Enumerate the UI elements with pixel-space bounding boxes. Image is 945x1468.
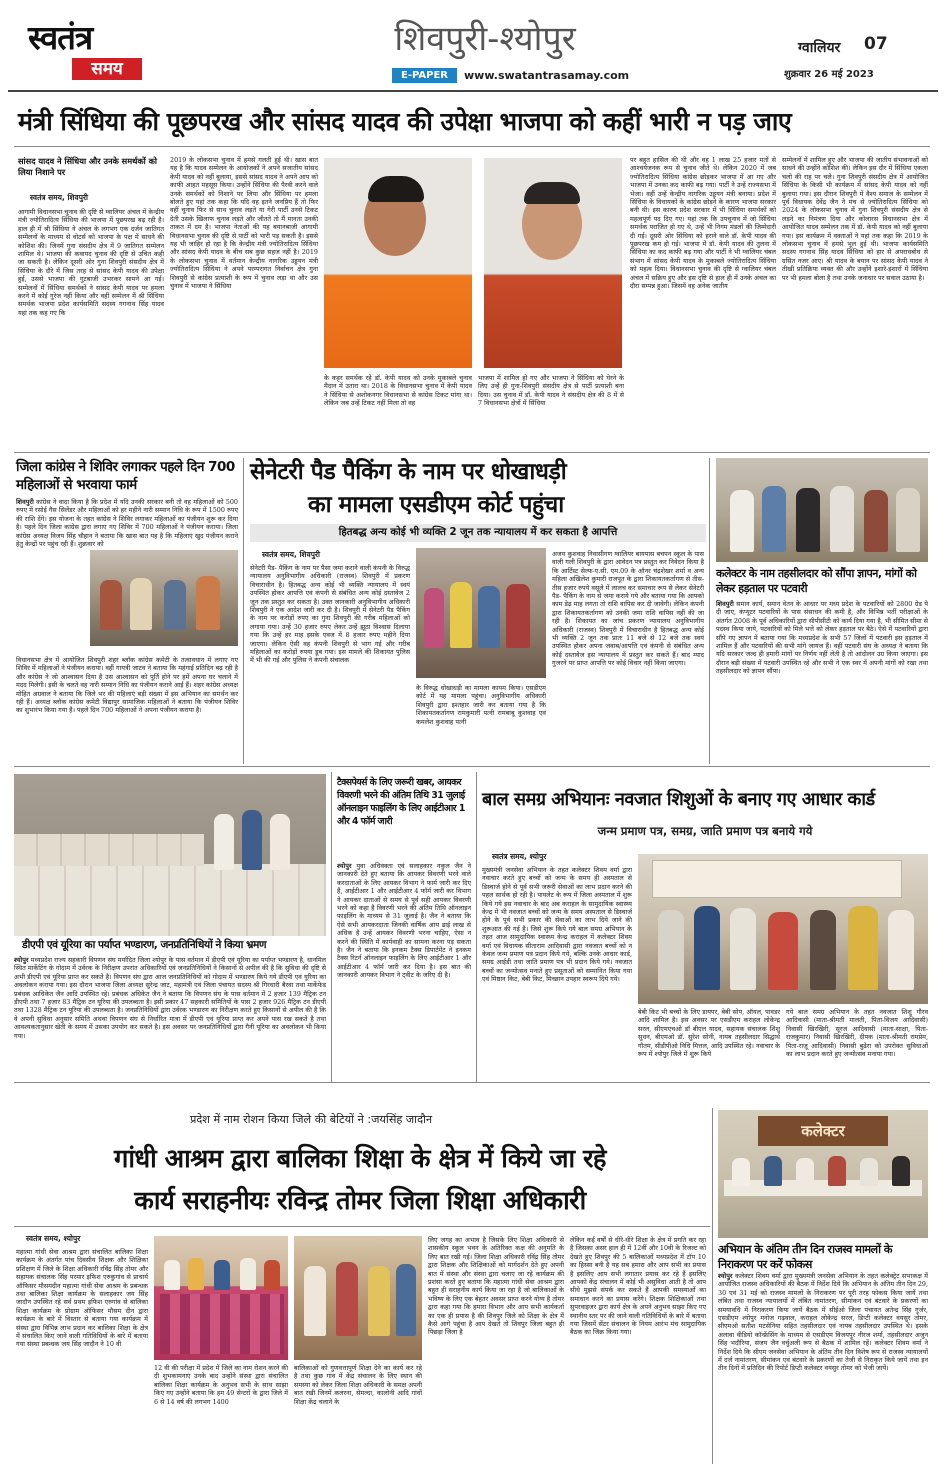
gandhi-column-1: महात्मा गांधी सेवा आश्रम द्वारा संचालित बालिका शिक्षा कार्यक्रम के अंतर्गत पांच दिवसीय शिक्षक और शिक्षिका प्रशिक्षण में जिले के शिक्षा अधिकारी रविंद्र सिंह तोमर और सहायक संचालक सिंह परमार इफिश एरुकुगांव से प्राचार्य ऑफिसर मौसमदीन महात्मा गांधी सेवा आश्रम के प्रबन्धक तथा बालिका शिक्षा कार्यक्रम के सलाहकार जय सिंह जादौन उपस्थित रहे सर्व प्रथम इफिश एरुगांव से बालिका शिक्षा कार्यक्रम के प्रोग्राम ऑफिसर मौसम दीन द्वारा कार्यक्रम के बारे में विस्तार से बताया गया कार्यक्रम में संस्था द्वारा विभिन्न लाभ प्रदान कर बालिका शिक्षा के क्षेत्र में संचालित किए जाने वाली गतिविधियों के बारे में बताया गया संस्था प्रबन्धक जय सिंह जादौन ने 10 वी [16,1248,148,1349]
col-divider-tax [476,772,477,1082]
congress-text-bottom: विधानसभा क्षेत्र में आयोजित शिवपुरी शहर ब्लॉक कांग्रेस कमेटी के तत्वावधान में लगाए गए शिविर में महिलाओं ने पंजीयन कराया। वहीं गायत्री जाटव ने बताया कि महंगाई प्रतिदिन बढ़ रही है और कांग्रेस ने जो आश्वासन दिया है उस आश्वासन को पूर्ति होने पर हमें अपना घर चलाने में मदद मिलेगी। इसी के चलते वह नारी सम्मान निधि का पंजीयन कराने आई हैं। शहर कांग्रेस अध्यक्ष मोहित अग्रवाल ने बताया कि जिले भर की महिलाएं बड़ी संख्या में इस अभियान का समर्थन कर रही हैं। अध्यक्ष ब्लॉक कांग्रेस कमेटी विद्यापुर सामाजिक महिलाओं ने बताया कि पंजीयन शिविर का शुभारंभ किया गया है। पहले दिन 700 महिलाओं ने अपना पंजीयन कराया है। [16,656,238,715]
lead-byline: स्वतंत्र समय, शिवपुरी [30,193,88,202]
tax-place: श्योपुर [337,862,352,870]
sanitary-deck: हितबद्ध अन्य कोई भी व्यक्ति 2 जून तक न्यायालय में कर सकता है आपत्ति [250,524,706,542]
congress-place: शिवपुरी [16,498,34,506]
dap-photo [14,774,326,936]
dap-text [14,956,326,1076]
collector-text [716,600,928,760]
epaper-label: E-PAPER [392,68,457,83]
issue-date: शुक्रवार 26 मई 2023 [784,69,874,80]
sanitary-photo [416,548,546,678]
lead-subhead: सांसद यादव ने सिंधिया और उनके समर्थकों को लिया निशाने पर [18,156,158,177]
congress-photo [90,550,238,646]
lead-headline: मंत्री सिंधिया की पूछपरख और सांसद यादव की उपेक्षा भाजपा को कहीं भारी न पड़ जाए [18,107,792,136]
aadhaar-caption-right: गये बाल समग्र अभियान के तहत नवजात शिशु गौरव आदिवासी (माता-श्रीमती मालती, पिता-विजय आदिवासी) निवासी खिरखिरी, सूरज आदिवासी (माता-साक्षा, पिता-राजकुमार) निवासी खिरखिरी, दीपक (माता-श्रीमती रामप्रेम, पिता-राजू आदिवासी) निवासी बुढेरा को उपरोक्त सुविधाओं का लाभ प्रदान करते हुए जन्मोत्सव मनाया गया। [786,1008,928,1059]
sanitary-headline-1: सेनेटरी पैड पैकिंग के नाम पर धोखाधड़ी [250,459,567,485]
collector-body: समान कार्य, समान वेतन के आधार पर मध्य प्रदेश के पटवारियों को 2800 ग्रेड पे दी जाए, कंप्यूटर पटवारियों के पास संसाधन की कमी है, और विभिन्न भर्ती परीक्षाओं के अंतर्गत 2008 के पूर्व अधिकारियों द्वारा सीपीसीटी को कार्य दिया गया है, भी सीमित सीमा से पदस्थ किया जाये, पटवारियों को मिले भत्ते को लेकर हड़ताल पर बैठे। ऐसे में पटवारियों द्वारा सौंपे गए ज्ञापन में बताया गया कि मध्यप्रदेश के सभी 57 जिलों में पटवारी इस हड़ताल में शामिल हैं और पटवारियों की सभी मांगे जायज हैं। वहीं पटवारी संघ के अध्यक्ष ने बताया कि यदि सरकार जल्द ही हमारी मांगों पर निर्णय नहीं लेती है तो आंदोलन उग्र किया जाएगा। इस दौरान बड़ी संख्या में पटवारी उपस्थित रहे और सभी ने एक स्वर में अपनी मांगों को रखा तथा तहसीलदार को ज्ञापन सौंपा। [716,600,928,676]
gandhi-photo [154,1236,288,1360]
lead-column-6: सम्मेलनों में शामिल हुए और भाजपा की जातीय संभावनाओं को साधने की उन्होंने कोशिश की। लेकिन इस दौर में सिंधिया एकला चलो की राह पर चले। गुना शिवपुरी संसदीय क्षेत्र में आयोजित सिंधिया के किसी भी कार्यक्रम में सांसद केपी यादव को नहीं बुलाया गया। इस दौरान शिवपुरी में वैश्य समाज के सम्मेलन में पूर्व विधायक देवेंद्र जैन ने मंच से ज्योतिरादित्य सिंधिया को 2024 के लोकसभा चुनाव में गुना शिवपुरी संसदीय क्षेत्र से लड़ने का निमंत्रण दिया और कोलारस विधानसभा क्षेत्र में आयोजित यादव सम्मेलन तक में डॉ. केपी यादव को नहीं बुलाया गया। इस कार्यक्रम में वक्ताओं ने यहां तक कहा कि 2019 के लोकसभा चुनाव में हमसे भूल हुई थी। भाजपा कार्यसमिति सदस्य गगनाथ सिंह यादव सिंधिया को हार से अपराधबोध से ग्रसित नजर आए। श्री यादव के बयान पर सांसद केपी यादव ने तीखी प्रतिक्रिया व्यक्त की और उन्होंने इशारे-इशारों में सिंधिया पर भी हमला बोला है तथा उनके जनाधार पर सवाल उठाया है। [782,156,928,282]
collector-headline: कलेक्टर के नाम तहसीलदार को सौंपा ज्ञापन, मांगों को लेकर हड़ताल पर पटवारी [716,567,917,595]
revenue-place: श्योपुर [718,1272,733,1280]
lead-photo-kp-yadav [324,158,472,368]
gandhi-kicker: प्रदेश में नाम रोशन किया जिले की बेटियों ने :जयसिंह जादौन [190,1113,433,1126]
aadhaar-deck: जन्म प्रमाण पत्र, समग्र, जाति प्रमाण पत्र बनाये गये [597,824,813,838]
masthead-divider [8,90,938,92]
dap-body: मध्यप्रदेश राज्य सहकारी विपणन संघ मर्यादित जिला श्योपुर के पास वर्तमान में डीएपी एवं यूरिया का पर्याप्त भण्डारण है, धानमिल स्थित मार्केटिंग के गोदाम में उर्वरक के निरीक्षण उपरांत अधिकारियों एवं जनप्रतिनिधियों ने किसानों से अपील की है कि सुविधा की दृष्टि से अभी डीएपी एवं यूरिया प्राप्त कर सकते है। विपणन संघ द्वारा आज जनप्रतिनिधियों को गोदाम में भण्डारण किये गये डीएपी एवं यूरिया का अवलोकन कराया गया। इस दौरान भाजपा जिला अध्यक्ष सुरेन्द्र जाट, महामंत्री एवं जिला पंचायत सदस्य श्री गिरधारी बैरवा तथा मार्केफेड प्रबंधक आधिकेत जैन आदि उपस्थित रहे। प्रबंधक अधिकेत जैन ने बताया कि विपणन संघ के पास वर्तमान में 2 हजार 139 मैट्रिक टन डीएपी तथा 7 हजार 83 मैट्रिक टन यूरिया की उपलब्धता है। इसी प्रकार 47 सहकारी समितियों के पास 2 हजार 926 मैट्रिक टन डीएपी तथा 1328 मैट्रिक टन यूरिया की उपलब्धता है। जनप्रतिनिधियों द्वारा उर्वरक भण्डारण का निरीक्षण करते हुए किसानों से अपील की है कि वे अपनी सुविधा अनुसार समिति अथवा विपणन संघ से निर्धारित मात्रा में डीएपी एवं यूरिया प्राप्त कर अपने पास रख सकते है तथा आवश्यकतानुसार खेती के समय में उसका उपयोग कर सकते है। इस अवसर पर जनप्रतिनिधियों द्वारा गैनी यूरिया का अवलोकन भी किया गया। [14,956,326,1040]
gandhi-divider [14,1226,710,1227]
aadhaar-byline: स्वतंत्र समय, श्योपुर [492,852,547,861]
col-divider-gandhi [712,1108,713,1464]
aadhaar-column-1: मुख्यमंत्री जनसेवा अभियान के तहत कलेक्टर शिवम वर्मा द्वारा नवाचार करते हुए बच्चों को जन्म के समय ही अस्पताल से डिस्चार्ज होने से पूर्व सभी जरूरी सेवाओं का लाभ प्रदान करने की पहल सार्थक हो रही है। पायलेट के रूप में जिला अस्पताल में शुरू किये गये इस नवाचार के बाद अब कराहल के सामुदायिक स्वास्थ्य केन्द्र में भी नवजात बच्चों को जन्म के समय अस्पताल से डिस्चार्ज होने के पूर्व सभी प्रकार की सेवाओं का लाभ दिये जाने की शुरूआत की गई है। जिसे शुरू किये गये बाल समग्र अभियान के तहत आज सामुदायिक स्वास्थ्य केन्द्र कराहल में कलेक्टर शिवम वर्मा एवं विधायक सीताराम आदिवासी द्वारा नवजात बच्चों को न केवल जन्म प्रमाण पत्र प्रदान किये गये, बल्कि उनके आधार कार्ड, समग्र आईडी तथा जाति प्रमाण पत्र भी प्रदान किये गये। नवजात बच्चों का जन्मोत्सव मनाते हुए प्रसूताओं को सम्मानित किया गया एवं मिष्ठान किट, बेबी किट, मिच्छान उपहार स्वरूप दिये गये। [482,866,632,984]
tax-body: युवा अधिवक्ता एवं सलाहकार नकुल जैन ने जानकारी देते हुए बताया कि आयकर विवरणी भरने वाले करदाताओं के लिए आयकर विभाग ने फार्म जारी कर दिए हैं, आईटीआर 1 और आईटीआर 4 फॉर्म जारी कर विभाग ने आयकर दाताओं से समय से पूर्व सही आयकर विवरणी भरने को कहा है विवरणी भरने की अंतिम तिथि ऑनलाइन फाइलिंग के माध्यम से 31 जुलाई है। जैन ने बताया कि ऐसे सभी आयकरदाता जिनकी वार्षिक आय ढाई लाख से अधिक है उन्हें आयकर विवरणी भरना चाहिए, ऐसा न करने की स्थिति में कार्यवाही का सामना करना पड़ सकता है। जैन ने बताया कि इनकम टैक्स डिपार्टमेंट ने इनकम टैक्स रिटर्न ऑनलाइन फाइलिंग के लिए आईटीआर 1 और आईटीआर 4 फॉर्म जारी कर दिया है। इस बात की जानकारी आयकर विभाग ने ट्वीट के जरिए दी है। [337,862,471,980]
gandhi-photo-2 [294,1236,422,1360]
aadhaar-headline: बाल समग्र अभियानः नवजात शिशुओं के बनाए गए आधार कार्ड [482,789,875,810]
lead-column-2: 2019 के लोकसभा चुनाव में हमसे गलती हुई थी। खास बात यह है कि यादव सम्मेलन के आयोजकों ने अपने सजातीय सांसद केपी यादव को नहीं बुलाया, इससे सांसद यादव ने अपने आप को काफी आहत महसूस किया। उन्होंने सिंधिया की पैरवी करने वाले उनके समर्थकों को निशाने पर लिया और सिंधिया पर हमला बोलते हुए यहां तक कहा कि यदि वह इतने जनप्रिय हैं तो फिर वहीं चुनाव फिर से साथ चुनाव लड़ते या गेरी पार्टी उनसे टिकट देती उसके खिलाफ चुनाव लड़ते और जीतते तो मैं मानता उनकी ताकत में दम है। भाजपा नेताओं की यह बयानबाजी आगामी विधानसभा चुनाव की दृष्टि से पार्टी को भारी पड़ सकती है। इससे यह भी जाहिर हो रहा है कि केन्द्रीय मंत्री ज्योतिरादित्य सिंधिया और सांसद केपी यादव के बीच सब कुछ सहज नहीं है। 2019 के लोकसभा चुनाव में वर्तमान केन्द्रीय नागरिक उड्डयन मंत्री ज्योतिरादित्य सिंधिया ने अपने परम्परागत निर्वाचन क्षेत्र गुना शिवपुरी से कांग्रेस प्रत्याशी के रूप में चुनाव लड़ा था और उस चुनाव में भाजपा ने सिंधिया [170,156,318,291]
gandhi-column-3: बालिकाओं को गुणवत्तापूर्ण शिक्षा देने का कार्य कर रहे है तथा कुछ गांव में केंद्र संचालन के लिए स्थान की समस्या को लेकर जिला शिक्षा अधिकारी के समक्ष अपनी बात रखी जिनमें कलरना, सेमल्दा, कालोनी आदि गांवों शिक्षा केंद्र चलाने के [294,1364,422,1406]
sanitary-byline: स्वतंत्र समय, शिवपुरी [262,550,320,559]
aadhaar-caption-left: बेबी किट भी बच्चों के लिए डायपर, बेबी सोप, ऑयल, पावडर आदि शामिल है। इस अवसर पर एसडीएम कराहल लोकेन्द्र सरल, सीएमएचओ डॉ बीएल यादव, सहायक संचालक शिशु सुधन, बीएमओ डॉ. सुरेश सोनी, नायब तहसीलदार सिद्धार्थ गौतम, सीडीपीओ निधि मित्तल, आदि उपस्थित रहे। नवाचार के रूप में श्योपुर जिले में शुरू किये [638,1008,780,1059]
tax-headline: टैक्सपेयर्स के लिए जरूरी खबर, आयकर विवरणी भरने की अंतिम तिथि 31 जुलाई ऑनलाइन फाइलिंग के लिए आईटीआर 1 और 4 फॉर्म जारी [337,777,465,827]
section-divider-2 [14,766,930,767]
congress-body-top: कांग्रेस ने वादा किया है कि प्रदेश में यदि उनकी सरकार बनी तो वह महिलाओं को 500 रुपए में रसोई गैस सिलेंडर और महिलाओं को हर महीने नारी सम्मान निधि के रूप में 1500 रुपए की राशि देंगे। इस योजना के तहत कांग्रेस ने शिविर लगाकर महिलाओं का पंजीयन शुरू कर दिया है। पहले दिन जिला कांग्रेस द्वारा लगाए गए शिविर में 700 महिलाओं ने पंजीयन कराया। जिला कांग्रेस अध्यक्ष विजय सिंह चौहान ने बताया कि खास बात यह है कि महिलाएं खुद पंजीयन कराने हेतु केन्द्रों पर पहुंच रही हैं। शुक्रवार को [16,498,238,549]
page-number: 07 [864,34,888,54]
gandhi-headline-1: गांधी आश्रम द्वारा बालिका शिक्षा के क्षेत्र में किये जा रहे [114,1144,606,1174]
sanitary-column-1: सेनेटरी पैड- पैकिंग के नाम पर पैसा जमा कराने वाली कंपनी के विरुद्ध न्यायालय अनुविभागीय अधिकारी (राजस्व) शिवपुरी में प्रकरण विचाराधीन है। हितबद्ध अन्य कोई भी व्यक्ति न्यायालय में स्वयं उपस्थित होकर आपत्ति एवं कंपनी से संबंधित अन्य कोई दस्तावेज 2 जून तक प्रस्तुत कर सकता है। उक्त जानकारी अनुविभागीय अधिकारी शिवपुरी ने एक आदेश जारी कर दी है। शिवपुरी में सेनेटरी पैड पैकिंग के नाम पर करोड़ों रुपए का गुना शिवपुरी की गरीब महिलाओं को लगाया गया। उन्हें 30 हजार रुपए लेकर उन्हें झूठा विश्वास दिलाया गया कि उन्हें हर माह इसके एवज में 8 हजार रुपए महीने दिया जाएगा। लेकिन ऐसी वह कंपनी शिवपुरी से भाग गई और गरीब महिलाओं का करोड़ों रुपया डूब गया। इस मामले की शिकायत पुलिस में भी की गई और पुलिस ने कंपनी संचालक [250,564,410,665]
revenue-sign: कलेक्टर [801,1122,845,1140]
collector-photo [716,458,928,562]
col-divider-sanitary [709,458,710,764]
dap-place: श्योपुर [14,956,29,964]
gandhi-headline-2: कार्य सराहनीयः रविन्द्र तोमर जिला शिक्षा अधिकारी [134,1186,586,1216]
lead-divider [14,146,930,147]
revenue-headline: अभियान के अंतिम तीन दिन राजस्व मामलों के निराकरण पर करें फोकस [718,1243,893,1271]
revenue-body: कलेक्टर शिवम वर्मा द्वारा मुख्यमंत्री जनसेवा अभियान के तहत कलेक्ट्रेट सभाकक्ष में आयोजित राजस्व अधिकारियों की बैठक में निर्देश दिये कि अभियान के अंतिम तीन दिन 29, 30 एवं 31 मई को राजस्व मामलों के निराकरण पर पूरी तरह फोकस किया जायें तथा लंबित तथा राजस्व न्यायालयों में लंबित नामांतरण, सीमांकन एवं बंटवारे के प्रकरणों का समयावधि में निराकरण किया जायें बैठक में सीईओ जिला पंचायत अतेन्द्र सिंह गुर्जर, एसडीएम श्योपुर मनोज गढ़वाल, कराहल लोकेन्द्र सरल, डिप्टी कलेक्टर वयसुर तोमर, सीएमओ सतीश मटसेनिया सहित तहसीलदार एवं नायब तहसीलदार उपस्थित थे। इसके अलावा वीडियो कॉन्फ्रेंसिंग के माध्यम से एसडीएम विजयपुर नीरज शर्मा, तहसीलदार अजुन सिंह भदौरिया, संजय जैन वर्चुअली रूप से बैठक में शामिल रहें। कलेक्टर शिवम वर्मा ने निर्देश दिये कि सीएम जनसेवा अभियान के अंतिम तीन दिन विशेष रूप से राजस्व न्यायालयों में दर्ज नामांतरण, सीमांकन एवं बंटवारे के प्रकरणों का तेजी से निराकृत किये जायें तथा इन तीन दिनों में प्रतिदिन की रिपोर्ट डिप्टी कलेक्टर वयसुर तोमर को भेजी जायें। [718,1272,928,1373]
section-divider-1 [14,452,930,453]
sanitary-column-3: अजय कुशवाह निवासीगण ग्वालियर बायपास बचपन स्कूल के पास वाली गली शिवपुरी के द्वारा आवेदन पत्र प्रस्तुत कर निवेदन किया है कि आर्टिस्ट सेल्फ-ए.सी. एम.09 के ऑनर चंद्रशेखर शर्मा व अन्य महिला अखिलेश कुमारी राजपूत के द्वारा शिकायतकर्तागण से तीस-तीस हजार रुपये वसूले में लालच कर समाचार रूप से लेकर सेनेटरी पैड- पैकिंग के नाम से जमा कराये गये और बताया गया कि आपको काम डेढ़ माह लगता तो राशि वापिस कर दी जावेगी। लेकिन कंपनी द्वारा शिकायतकर्तागण को उनकी जमा राशि वापिस नहीं की जा रही है। शिकायत का जांच प्रकरण न्यायालय अनुविभागीय अधिकारी (राजस्व) शिवपुरी में विचाराधीन है हितबद्ध अन्य कोई भी व्यक्ति 2 जून तक प्रातः 11 बजे से 12 बजे तक स्वयं उपस्थित होकर अपना जवाब/आपत्ति एवं कंपनी से संबंधित अन्य कोई दस्तावेज इस न्यायालय में प्रस्तुत कर सकते हैं। बाद म्याद गुजरने पर प्राप्त आपत्ति पर कोई विचार नहीं किया जाएगा। [552,550,704,668]
aadhaar-photo [638,854,928,1004]
logo [28,14,148,82]
logo-top: स्वतंत्र [28,18,93,57]
lead-column-4: भाजपा में शामिल हो गए और भाजपा ने सिंधिया को घेरने के लिए उन्हें ही गुना-शिवपुरी संसदीय क्षेत्र से पार्टी प्रत्याशी बना दिया। उस चुनाव में डॉ. केपी यादव ने संसदीय क्षेत्र की 8 में से 7 विधानसभा क्षेत्रों में सिंधिया [478,374,624,408]
col-divider-dap [331,772,332,1082]
congress-headline: जिला कांग्रेस ने शिविर लगाकर पहले दिन 700 महिलाओं से भरवाया फार्म [16,459,235,493]
section-divider-3 [14,1082,930,1083]
sanitary-column-2: के विरुद्ध धोखाधड़ी का मामला कायम किया। एसडीएम कोर्ट में यह मामला पहुंचा। अनुविभागीय अधिकारी शिवपुरी द्वारा इश्तहार जारी कर बताया गया है कि शिकायतकर्तागण रामकुमारी पत्नी रामबाबू कुशवाह एवं कमलेश कुशवाह पत्नी [416,684,546,726]
gandhi-column-4: लिए जगह का अभाव है जिसके लिए शिक्षा अधिकारी से शासकीय स्कूल भवन के अतिरिक्त कक्ष की अनुमति के लिए बात रखी गई। जिला शिक्षा अधिकारी रविंद्र सिंह तोमर द्वारा शिक्षक और शिक्षिकाओं को मार्गदर्शन देते हुए अपनी बात में संस्था और संस्था द्वारा चलाए जा रहे कार्यक्रम की प्रशंसा करते हुए बताया कि महात्मा गांधी सेवा आश्रम द्वारा बहुत ही सराहनीय कार्य किया जा रहा है जो बालिकाओं के भविष्य के लिए एक बेहतर अवसर प्राप्त करने योग्य है तोमर द्वारा कहा गया कि हमारा विभाग और आप सभी कार्यकर्ता का एक ही प्रयास है की शिवपुर जिले को शिक्षा के क्षेत्र में कैसे आगे पहुंचा है आप देखते तो शिवपुर जिला बहुत ही पिछड़ा जिला है [428,1236,564,1337]
city-label: ग्वालियर [798,40,841,56]
revenue-text [718,1272,928,1460]
masthead [0,0,945,90]
lead-column-5: पर बहुत हासिल की थी और वह 1 लाख 25 हजार मतों से आश्चर्यजनक रूप से चुनाव जीते थे। लेकिन 2020 में जब ज्योतिरादित्य सिंधिया कांग्रेस छोड़कर भाजपा में आ गए और भाजपा में उनका कद काफी बढ़ गया। पार्टी ने उन्हें राज्यसभा में भेजा। वहीं उन्हें केन्द्रीय नागरिक उड्डयन मंत्री बनाया। प्रदेश में सिंधिया के विधायकों के कांग्रेस छोड़ने के कारण भाजपा सरकार बनी थी। इस कारण प्रदेश सरकार में भी सिंधिया समर्थकों को महत्वपूर्ण पद दिए गए। यहां तक कि उपचुनाव में जो सिंधिया समर्थक पराजित हो गए थे, उन्हें भी निगम मंडलों की जिम्मेदारी दी गई। दूसरी ओर सिंधिया को हराने वाले डॉ. केपी यादव की पूछपरख कम हो गई। भाजपा में डॉ. केपी यादव की तुलना में सिंधिया का कद काफी बढ़ गया और पार्टी ने भी ग्वालियर चंबल संभाग में सांसद केपी यादव के मुकाबले ज्योतिरादित्य सिंधिया को महत्व दिया। विधानसभा चुनाव की दृष्टि से ग्वालियर चंबल अंचल में सक्रिय हुए और इस दृष्टि से हाल ही में उनके अंचल का दौरा सम्पन्न हुआ। जिसमें वह अनेक जातीय [630,156,776,291]
gandhi-caption: 12 वी की परीक्षा में प्रदेश में जिले का नाम रोशन करने की दी शुभकामनाएं उनके बाद उन्होंने संस्था द्वारा संचालित बालिका शिक्षा कार्यक्रम के अनुभव सभी के साथ साझा किए गए उन्होंने बताया कि हम 49 सेन्टरों के द्वारा जिले में 6 से 14 वर्ष की लगभग 1400 [154,1364,288,1406]
lead-column-1: आगामी विधानसभा चुनाव की दृष्टि से ग्वालियर अंचल में केन्द्रीय मंत्री ज्योतिरादित्य सिंधिया की भाजपा में पूछपरख बढ़ रही है। हाल ही में श्री सिंधिया ने अंचल के लगभग एक दर्जन जातिगत सम्मेलनों के माध्यम से वोटर्स को भाजपा के पक्ष में साधने की कोशिश की। जिनमें गुना संसदीय क्षेत्र में 9 जातिगत सम्मेलन शामिल थे। भाजपा की कवायद चुनाव की दृष्टि से उचित कही जा सकती है। लेकिन दूसरी ओर गुना शिवपुरी संसदीय क्षेत्र में सिंधिया के दौरे में जिस तरह से सांसद केपी यादव की उपेक्षा हुई, उससे भाजपा की गुटबाजी उभरकर सामने आ गई। सम्मेलनों में सिंधिया समर्थकों ने सांसद केपी यादव पर हमला करने में कोई गुरेज नहीं किया और वहीं सम्मेलन में श्री सिंधिया समर्थक भाजपा प्रदेश कार्यसमिति सदस्य गगनाथ सिंह यादव यहां तक कह गए कि [18,208,164,317]
collector-place: शिवपुरी [716,600,734,608]
dap-headline: डीएपी एवं यूरिया का पर्याप्त भण्डारण, जनप्रतिनिधियों ने किया भ्रमण [22,939,266,951]
tax-text [337,862,471,1076]
lead-column-3: के कट्टर समर्थक रहे डॉ. केपी यादव को उनके मुकाबले चुनाव मैदान में उतारा था। 2018 के विधानसभा चुनाव में केपी यादव ने सिंधिया से अशोकनगर विधानसभा से कांग्रेस टिकट मांगा था। लेकिन जब उन्हें टिकट नहीं मिला तो वह [324,374,472,408]
logo-bottom: समय [72,58,142,80]
col-divider-congress [243,458,244,764]
edition-title: शिवपुरी-श्योपुर [394,19,576,59]
gandhi-column-5: लेकिन कई वर्षों से धीरे-धीरे शिक्षा के क्षेत्र में प्रगति कर रहा है जिसका असर हाल ही में 12वीं और 10वी के रिजल्ट को देखते हुए शिवपुर की 5 बालिकाओं मध्यप्रदेश में टॉप 10 का हिस्सा बनी है यह सब हमारा और आप सभी का प्रयास है इसलिए आप सभी लगातार प्रयास कर रहे हैं इसलिए आपको केंद्र संचालन में कोई भी असुविधा आती है तो आप सीधे मुझसे संपर्क कर सकते हैं आपकी समस्याओं का समाधान करने का प्रयास करेंगे। शिक्षक शिक्षिकाओं तथा सुपरवाइजर द्वारा कार्य क्षेत्र के अपने अनुभव साझा किए गए स्थानीय स्तर पर की जाने वाली गतिविधियों के बारे में बताया गया जिसमें सेंटर संचालन के नियम आरंभ मंच सामुदायिक बैठक का जिक्र किया गया। [570,1236,706,1337]
lead-photo-scindia [484,158,622,368]
revenue-photo [718,1110,928,1238]
sanitary-headline-2: का मामला एसडीएम कोर्ट पहुंचा [308,492,564,518]
website-link[interactable]: www.swatantrasamay.com [464,69,630,82]
gandhi-byline: स्वतंत्र समय, श्योपुर [26,1234,81,1243]
